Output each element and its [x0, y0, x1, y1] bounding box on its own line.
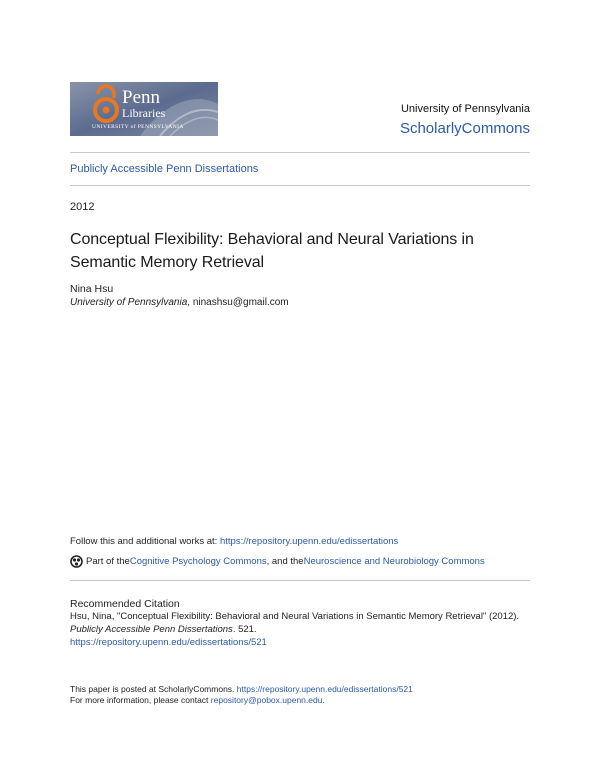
logo-sub: Libraries	[122, 106, 166, 120]
part-of-label: Part of the	[86, 556, 130, 567]
and-label: , and the	[266, 556, 304, 567]
affiliation: University of Pennsylvania	[70, 297, 188, 308]
divider	[70, 152, 530, 153]
author-affiliation	[70, 297, 289, 308]
follow-link[interactable]: https://repository.upenn.edu/edissertations	[219, 536, 399, 547]
citation-series-line	[70, 624, 257, 635]
network-icon	[70, 555, 83, 568]
author-email: , ninashsu@gmail.com	[187, 297, 289, 308]
penn-libraries-logo	[70, 82, 218, 136]
contact-email-link[interactable]: repository@pobox.upenn.edu	[210, 695, 323, 705]
cognitive-psychology-commons-link[interactable]: Cognitive Psychology Commons	[129, 556, 267, 567]
contact-end: .	[322, 695, 325, 705]
follow-label: Follow this and additional works at:	[70, 536, 220, 547]
scholarly-commons-link[interactable]: ScholarlyCommons	[399, 120, 530, 137]
logo-word: Penn	[122, 87, 160, 108]
posted-label: This paper is posted at ScholarlyCommons.	[70, 684, 237, 694]
publication-year: 2012	[70, 201, 95, 213]
document-title: Conceptual Flexibility: Behavioral and Neural Variations in Semantic Memory Retrieval	[70, 231, 474, 271]
citation-text: Hsu, Nina, "Conceptual Flexibility: Behavioral and Neural Variations in Semantic Memory Retrieval" (2012).	[70, 611, 520, 622]
citation-heading: Recommended Citation	[70, 598, 180, 610]
follow-line	[70, 536, 398, 547]
part-of-line	[70, 555, 485, 568]
citation-url-link[interactable]: https://repository.upenn.edu/edissertations/521	[70, 637, 267, 648]
citation-series: Publicly Accessible Penn Dissertations	[70, 624, 233, 635]
university-name: University of Pennsylvania	[400, 103, 530, 115]
citation-number: . 521.	[232, 624, 257, 635]
series-link[interactable]: Publicly Accessible Penn Dissertations	[70, 163, 259, 175]
logo-tagline: UNIVERSITY of PENNSYLVANIA	[92, 124, 184, 130]
divider	[70, 185, 530, 186]
posted-url-link[interactable]: https://repository.upenn.edu/edissertations/521	[236, 684, 413, 694]
contact-line	[70, 695, 325, 705]
neuroscience-commons-link[interactable]: Neuroscience and Neurobiology Commons	[303, 556, 485, 567]
author-name: Nina Hsu	[70, 283, 114, 295]
divider	[70, 580, 530, 581]
posted-line	[70, 684, 413, 694]
contact-label: For more information, please contact	[70, 695, 211, 705]
